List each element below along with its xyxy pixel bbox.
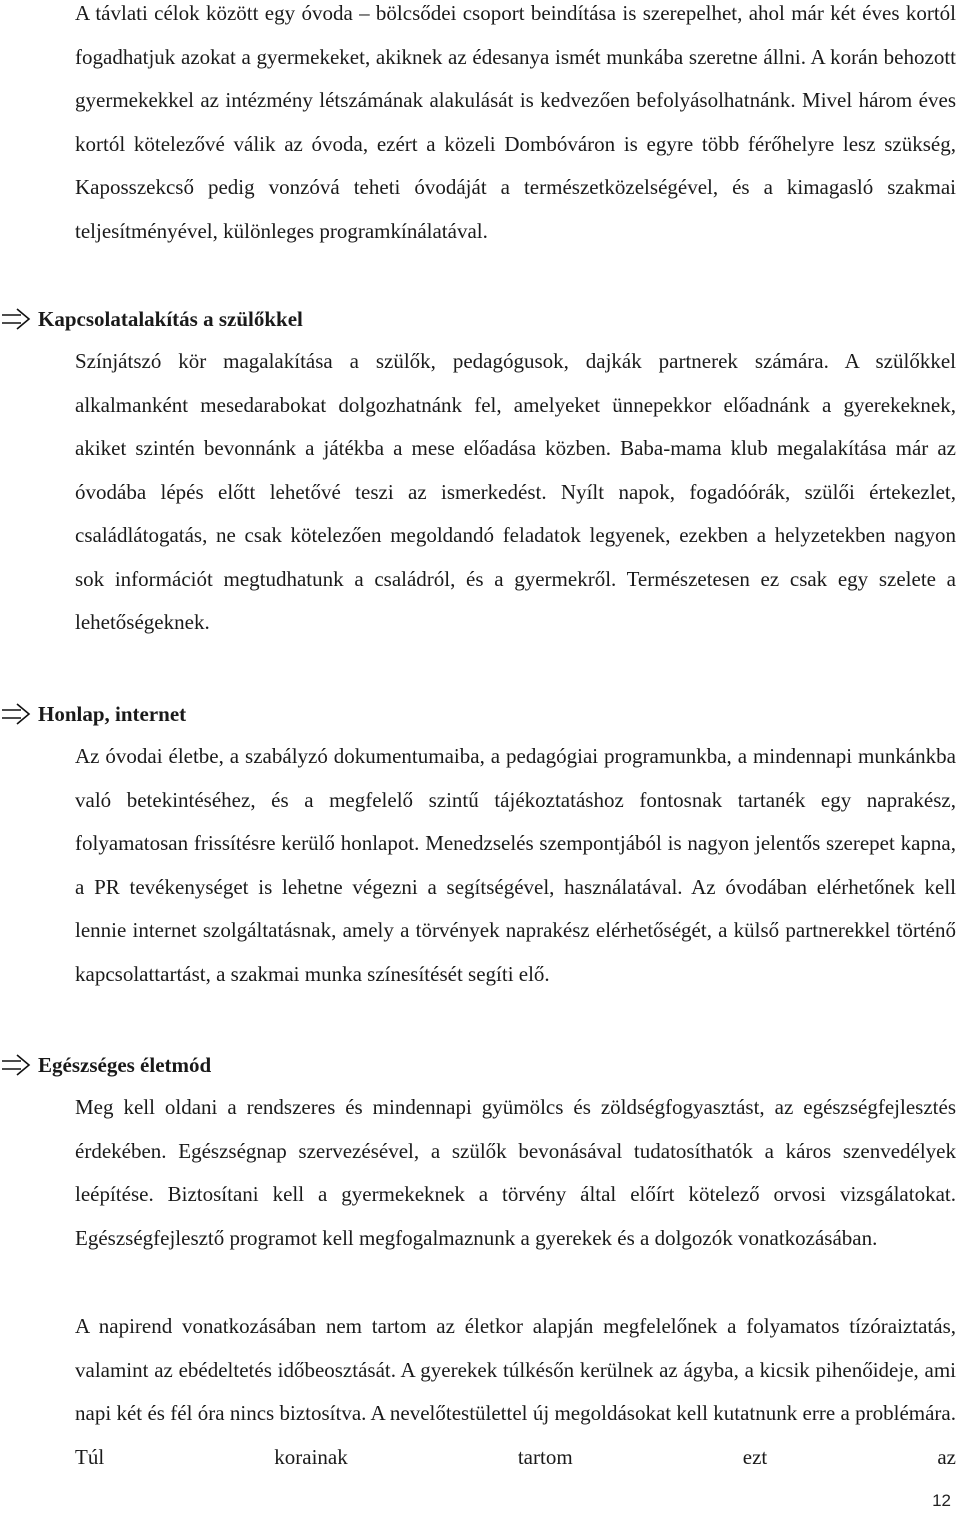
heading-text: Honlap, internet bbox=[38, 702, 187, 726]
paragraph-healthy-lifestyle: Meg kell oldani a rendszeres és mindennapi gyümölcs és zöldségfogyasztást, az egészségfejlesztés érdekében. Egészségnap szervezésével, a szülők bevonásával tudatosíthatók a káros szenvedélyek leépítése. Biztosítani kell a gyermekeknek a törvény által előírt kötelező orvosi vizsgálatokat. Egészségfejlesztő programot kell megfogalmaznunk a gyerekek és a dolgozók vonatkozásában. bbox=[75, 1095, 956, 1250]
paragraph-daily-schedule: A napirend vonatkozásában nem tartom az életkor alapján megfelelőnek a folyamatos tízóraiztatás, valamint az ebédeltetés időbeosztását. A gyerekek túlkésőn kerülnek az ágyba, a kicsik pihenőideje, ami napi két és fél óra nincs biztosítva. A nevelőtestülettel új megoldásokat kell kutatnunk erre a problémára. Túl korainak tartom ezt az bbox=[75, 1314, 956, 1469]
heading-text: Egészséges életmód bbox=[38, 1053, 212, 1077]
paragraph-parents: Színjátszó kör magalakítása a szülők, pedagógusok, dajkák partnerek számára. A szülőkkel alkalmanként mesedarabokat dolgozhatnánk fel, amelyeket ünnepekkor előadnánk a gyerekeknek, akiket szintén bevonnánk a játékba a mese előadása közben. Baba-mama klub megalakítása már az óvodába lépés előtt lehetővé teszi az ismerkedést. Nyílt napok, fogadóórák, szülői értekezlet, családlátogatás, ne csak kötelezően megoldandó feladatok legyenek, ezekben a helyzetekben nagyon sok információt megtudhatunk a családról, és a gyermekről. Természetesen ez csak egy szelete a lehetőségeknek. bbox=[75, 349, 956, 634]
page-number: 12 bbox=[932, 1491, 951, 1510]
section-heading-healthy-lifestyle bbox=[0, 1050, 940, 1080]
paragraph-future-goals: A távlati célok között egy óvoda – bölcsődei csoport beindítása is szerepelhet, ahol már két éves kortól fogadhatjuk azokat a gyermekeket, akiknek az édesanya ismét munkába szeretne állni. A korán behozott gyermekekkel az intézmény létszámának alakulását is kedvezően befolyásolhatnánk. Mivel három éves kortól kötelezővé válik az óvoda, ezért a közeli Dombóváron is egyre több férőhelyre lesz szükség, Kaposszekcső pedig vonzóvá teheti óvodáját a természetközelségével, és a kimagasló szakmai teljesítményével, különleges programkínálatával. bbox=[75, 1, 956, 243]
double-arrow-icon bbox=[0, 1050, 32, 1080]
double-arrow-icon bbox=[0, 304, 32, 334]
double-arrow-icon bbox=[0, 699, 32, 729]
paragraph-website: Az óvodai életbe, a szabályzó dokumentumaiba, a pedagógiai programunkba, a mindennapi munkánkba való betekintéséhez, és a megfelelő szintű tájékoztatáshoz fontosnak tartanék egy naprakész, folyamatosan frissítésre kerülő honlapot. Menedzselés szempontjából is nagyon jelentős szerepet kapna, a PR tevékenységet is lehetne végezni a segítségével, használatával. Az óvodában elérhetőnek kell lennie internet szolgáltatásnak, amely a törvények naprakész elérhetőségét, a külső partnerekkel történő kapcsolattartást, a szakmai munka színesítését segíti elő. bbox=[75, 744, 956, 986]
section-heading-website bbox=[0, 699, 940, 729]
section-heading-parents bbox=[0, 304, 940, 334]
heading-text: Kapcsolatalakítás a szülőkkel bbox=[38, 307, 303, 331]
